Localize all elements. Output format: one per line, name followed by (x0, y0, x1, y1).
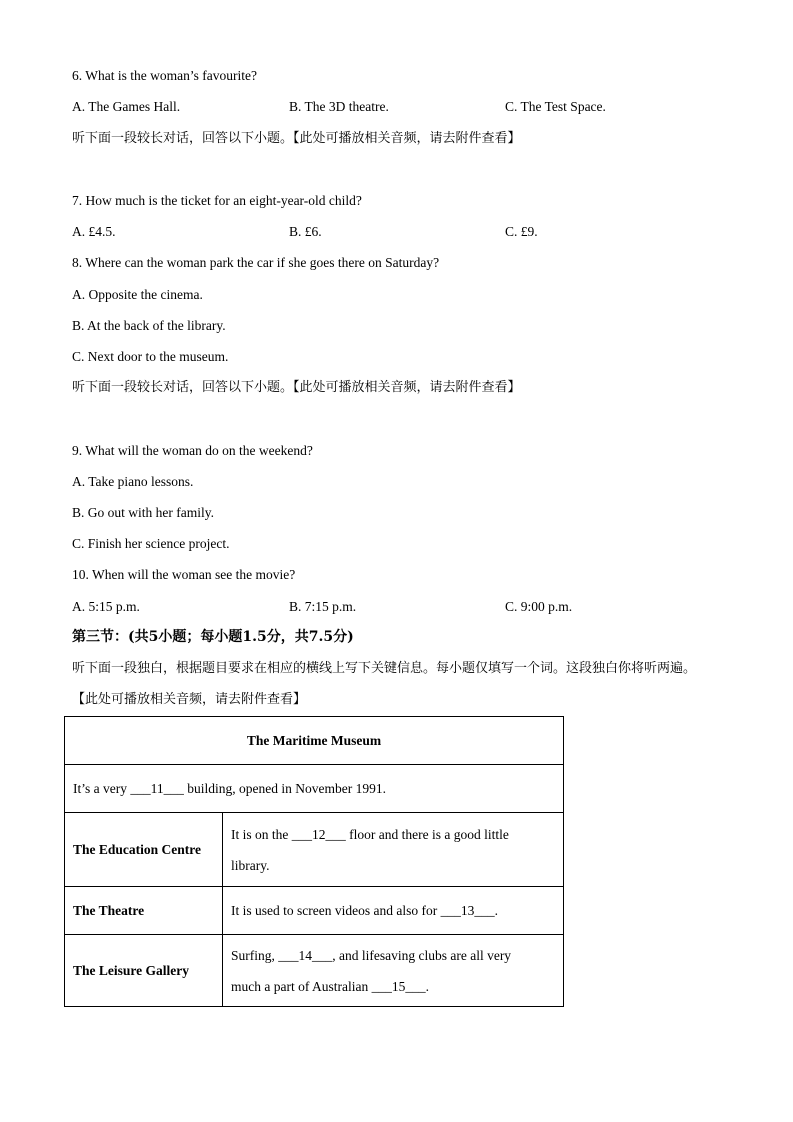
education-centre-label: The Education Centre (65, 813, 223, 887)
edu-text-line2: library. (231, 857, 270, 873)
leisure-text-after: , and lifesaving clubs are all very (332, 947, 512, 963)
q9-question: 9. What will the woman do on the weekend? (72, 443, 313, 458)
q10-option-a: A. 5:15 p.m. (72, 599, 140, 614)
q9-option-b: B. Go out with her family. (72, 505, 214, 520)
table-title: The Maritime Museum (65, 717, 564, 765)
instruction-1: 听下面一段较长对话，回答以下小题。【此处可播放相关音频，请去附件查看】 (72, 131, 521, 146)
edu-text-before: It is on the (231, 826, 292, 842)
q8-question: 8. Where can the woman park the car if she goes there on Saturday? (72, 255, 440, 270)
theatre-label: The Theatre (65, 887, 223, 935)
q10-question: 10. When will the woman see the movie? (72, 567, 296, 582)
theatre-cell (223, 887, 564, 935)
blank-15[interactable]: ___15___ (371, 978, 426, 994)
leisure-line2-after: . (425, 978, 429, 994)
instruction-2: 听下面一段较长对话，回答以下小题。【此处可播放相关音频，请去附件查看】 (72, 380, 521, 395)
theatre-text-after: . (494, 902, 498, 918)
q8-option-a: A. Opposite the cinema. (72, 287, 203, 302)
leisure-line2-before: much a part of Australian (231, 978, 372, 994)
blank-12[interactable]: ___12___ (291, 826, 346, 842)
q7-option-c: C. £9. (505, 224, 538, 239)
q7-option-b: B. £6. (289, 224, 322, 239)
q6-option-b: B. The 3D theatre. (289, 99, 389, 114)
table-intro-cell (65, 765, 564, 813)
blank-11[interactable]: ___11___ (130, 780, 184, 796)
q10-option-c: C. 9:00 p.m. (505, 599, 573, 614)
leisure-text-before: Surfing, (231, 947, 279, 963)
q6-option-c: C. The Test Space. (505, 99, 606, 114)
edu-text-after: floor and there is a good little (345, 826, 509, 842)
leisure-gallery-cell (223, 935, 564, 1007)
section3-instruction: 听下面一段独白，根据题目要求在相应的横线上写下关键信息。每小题仅填写一个词。这段独白你将听两遍。 (72, 661, 697, 676)
q8-option-b: B. At the back of the library. (72, 318, 226, 333)
q9-option-c: C. Finish her science project. (72, 536, 230, 551)
section3-heading: 第三节：(共5小题；每小题1.5分，共7.5分) (72, 629, 354, 645)
q6-option-a: A. The Games Hall. (72, 99, 181, 114)
q9-option-a: A. Take piano lessons. (72, 474, 194, 489)
q7-option-a: A. £4.5. (72, 224, 116, 239)
q10-option-b: B. 7:15 p.m. (289, 599, 357, 614)
intro-text-after: building, opened in November 1991. (183, 780, 386, 796)
q8-option-c: C. Next door to the museum. (72, 349, 229, 364)
blank-13[interactable]: ___13___ (440, 902, 495, 918)
blank-14[interactable]: ___14___ (278, 947, 333, 963)
education-centre-cell (223, 813, 564, 887)
q7-question: 7. How much is the ticket for an eight-year-old child? (72, 193, 362, 208)
leisure-gallery-label: The Leisure Gallery (65, 935, 223, 1007)
museum-table (64, 716, 564, 1007)
section3-audio-note: 【此处可播放相关音频，请去附件查看】 (72, 692, 307, 707)
intro-text-before: It’s a very (73, 780, 131, 796)
theatre-text-before: It is used to screen videos and also for (231, 902, 441, 918)
q6-question: 6. What is the woman’s favourite? (72, 68, 257, 83)
